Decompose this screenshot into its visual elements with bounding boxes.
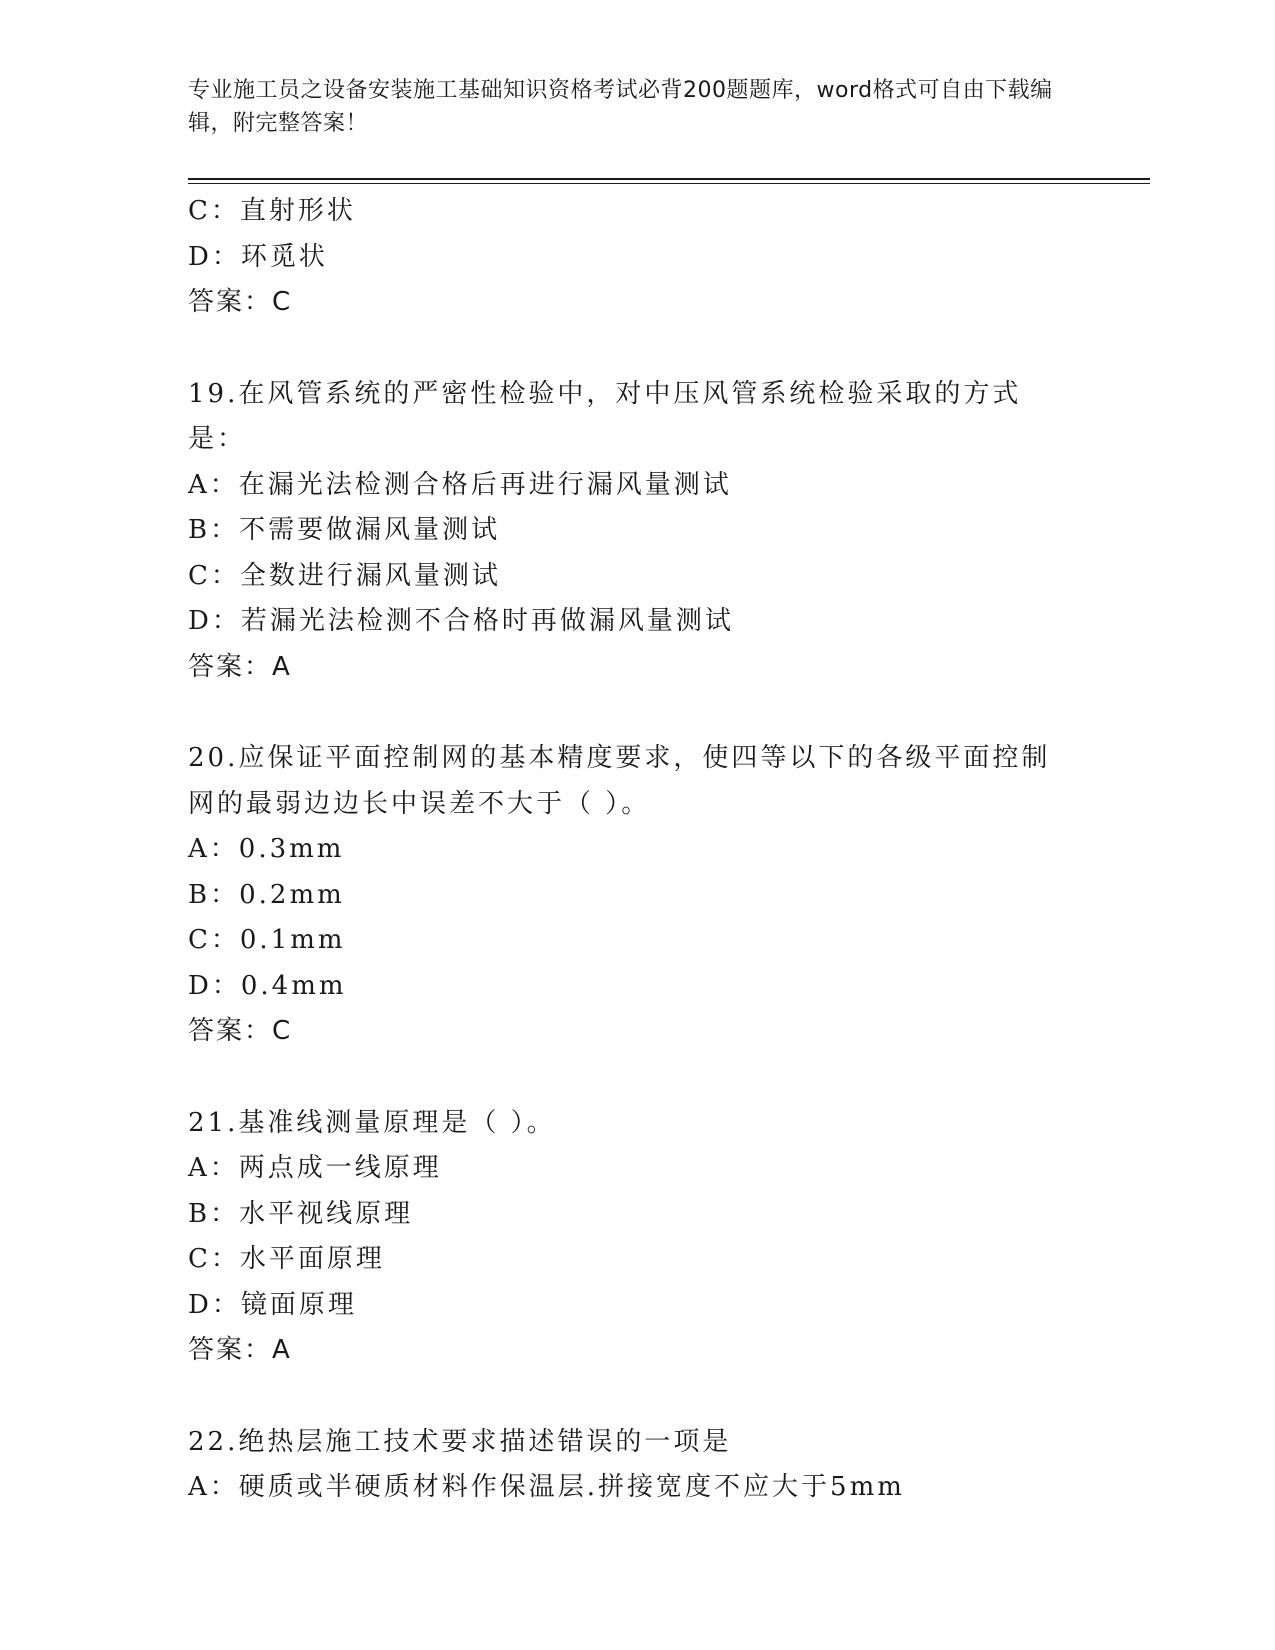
option-a: A：在漏光法检测合格后再进行漏风量测试 (188, 469, 732, 500)
option-c: C：全数进行漏风量测试 (188, 560, 501, 591)
question-21 (188, 1101, 1088, 1374)
option-d: D：若漏光法检测不合格时再做漏风量测试 (188, 606, 734, 636)
option-a: A：两点成一线原理 (188, 1153, 442, 1183)
question-stem: 21.基准线测量原理是（ ）。 (188, 1107, 556, 1138)
header-rule-thick (188, 178, 1150, 180)
option-d: D：镜面原理 (188, 1289, 357, 1320)
option-c: C：0.1mm (188, 925, 346, 955)
answer: 答案：C (188, 1016, 293, 1046)
spacer (188, 1374, 1088, 1420)
spacer (188, 690, 1088, 736)
partial-question (188, 189, 1088, 326)
option-b: B：不需要做漏风量测试 (188, 515, 501, 545)
header-rule-thin (188, 183, 1150, 184)
question-19 (188, 372, 1088, 691)
document-header: 专业施工员之设备安装施工基础知识资格考试必背200题题库，word格式可自由下载编辑，附完整答案！ (188, 78, 1053, 136)
question-content (188, 189, 1088, 1511)
question-stem: 19.在风管系统的严密性检验中，对中压风管系统检验采取的方式是： (188, 378, 1022, 454)
question-20 (188, 736, 1088, 1055)
option-a: A：0.3mm (188, 834, 345, 864)
spacer (188, 1055, 1088, 1101)
answer: 答案：A (188, 1335, 292, 1365)
option-c: C：直射形状 (188, 196, 356, 226)
spacer (188, 326, 1088, 372)
option-b: B：水平视线原理 (188, 1198, 414, 1229)
answer: 答案：A (188, 651, 292, 682)
option-c: C：水平面原理 (188, 1244, 385, 1274)
option-d: D：0.4mm (188, 970, 347, 1001)
option-b: B：0.2mm (188, 879, 345, 910)
question-stem: 20.应保证平面控制网的基本精度要求，使四等以下的各级平面控制网的最弱边边长中误差不大于（ ）。 (188, 743, 1051, 819)
question-stem: 22.绝热层施工技术要求描述错误的一项是 (188, 1426, 732, 1457)
option-a: A：硬质或半硬质材料作保温层.拼接宽度不应大于5mm (188, 1472, 905, 1502)
answer: 答案：C (188, 287, 293, 317)
question-22 (188, 1420, 1088, 1511)
option-d: D：环觅状 (188, 241, 328, 272)
